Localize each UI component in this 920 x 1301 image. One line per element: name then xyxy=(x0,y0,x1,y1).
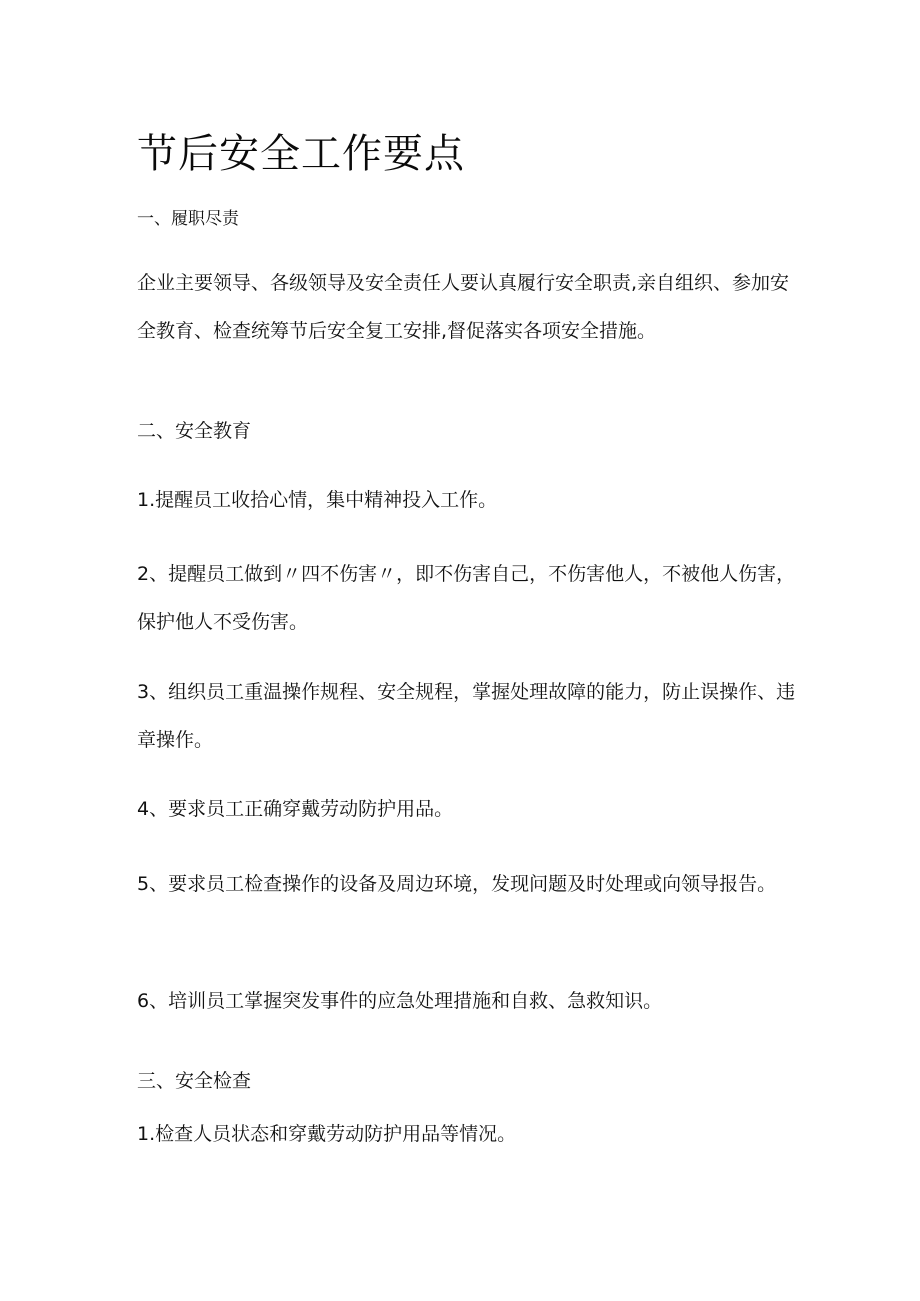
section-1-heading: 一、履职尽责 xyxy=(137,209,239,229)
section-2-item-6: 6、培训员工掌握突发事件的应急处理措施和自救、急救知识。 xyxy=(137,990,663,1012)
section-2-item-2: 2、提醒员工做到〃四不伤害〃，即不伤害自己，不伤害他人，不被他人伤害，保护他人不受伤害。 xyxy=(137,563,796,633)
document-title: 节后安全工作要点 xyxy=(137,131,465,177)
section-3-heading: 三、安全检查 xyxy=(137,1070,252,1092)
section-2-item-4: 4、要求员工正确穿戴劳动防护用品。 xyxy=(137,798,454,820)
section-1-body: 企业主要领导、各级领导及安全责任人要认真履行安全职责,亲自组织、参加安全教育、检查统筹节后安全复工安排,督促落实各项安全措施。 xyxy=(137,272,790,342)
section-2-item-1: 1.提醒员工收拾心情，集中精神投入工作。 xyxy=(137,489,498,511)
section-2-item-5: 5、要求员工检查操作的设备及周边环境，发现问题及时处理或向领导报告。 xyxy=(137,873,777,895)
section-3-item-1: 1.检查人员状态和穿戴劳动防护用品等情况。 xyxy=(137,1123,517,1145)
section-2-heading: 二、安全教育 xyxy=(137,420,252,442)
section-2-item-3: 3、组织员工重温操作规程、安全规程，掌握处理故障的能力，防止误操作、违章操作。 xyxy=(137,681,796,751)
